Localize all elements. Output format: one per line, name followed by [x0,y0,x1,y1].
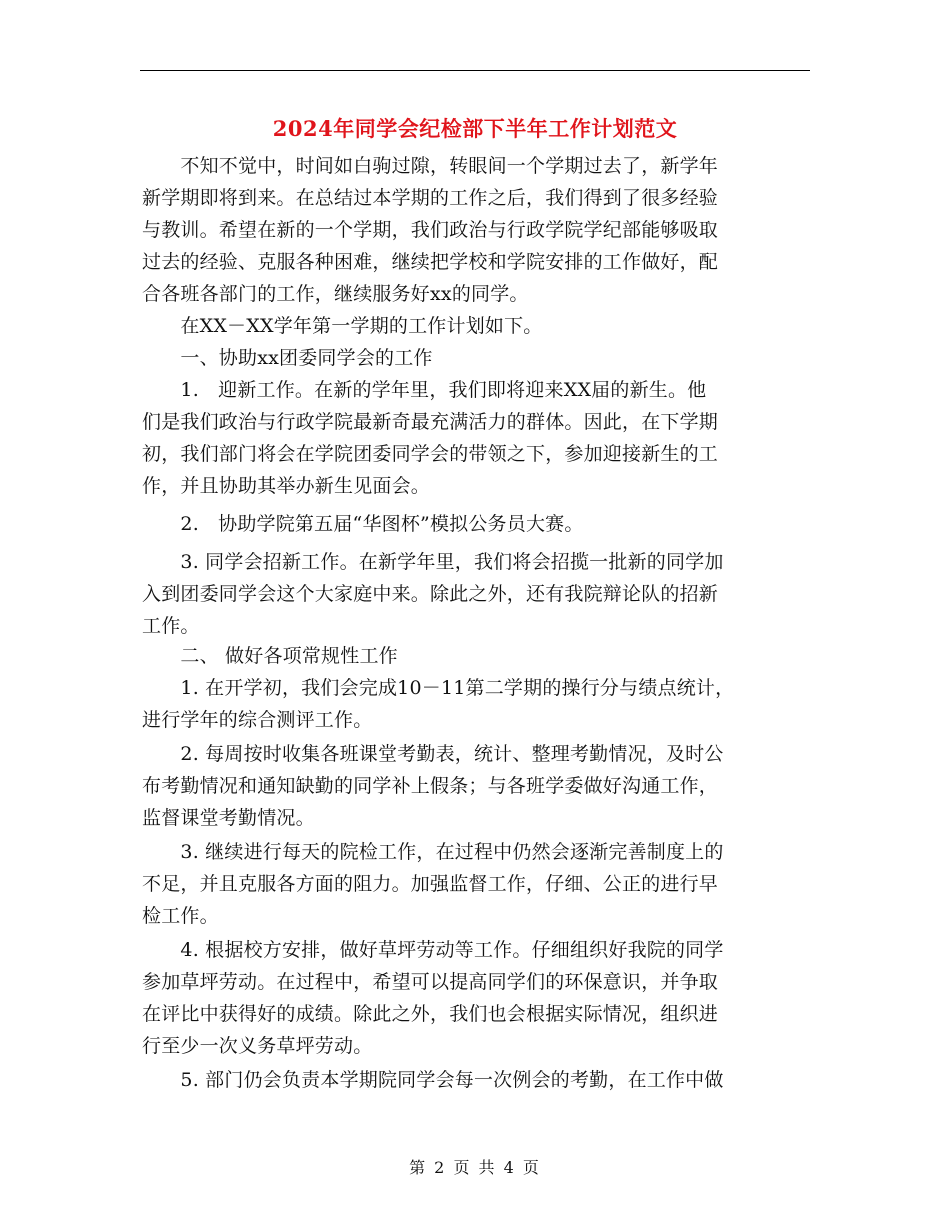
body-line: 不知不觉中，时间如白驹过隙，转眼间一个学期过去了，新学年 [142,155,719,177]
body-line: 与教训。希望在新的一个学期，我们政治与行政学院学纪部能够吸取 [142,219,719,241]
body-line: 入到团委同学会这个大家庭中来。除此之外，还有我院辩论队的招新 [142,583,719,605]
body-line: 3. 继续进行每天的院检工作，在过程中仍然会逐渐完善制度上的 [142,841,724,863]
body-line: 1. 在开学初，我们会完成10－11第二学期的操行分与绩点统计， [142,677,735,699]
body-line: 行至少一次义务草坪劳动。 [142,1035,373,1057]
body-line: 1. 迎新工作。在新的学年里，我们即将迎来XX届的新生。他 [142,379,707,401]
section-heading: 一、协助xx团委同学会的工作 [142,347,433,369]
body-line: 在评比中获得好的成绩。除此之外，我们也会根据实际情况，组织进 [142,1003,719,1025]
body-line: 参加草坪劳动。在过程中，希望可以提高同学们的环保意识，并争取 [142,971,719,993]
body-line: 2. 协助学院第五届“华图杯”模拟公务员大赛。 [142,513,584,535]
page-number: 第 2 页 共 4 页 [409,1158,541,1177]
document-title: 2024年同学会纪检部下半年工作计划范文 [272,116,678,141]
body-line: 们是我们政治与行政学院最新奇最充满活力的群体。因此，在下学期 [142,411,719,433]
body-line: 监督课堂考勤情况。 [142,807,315,829]
body-line: 布考勤情况和通知缺勤的同学补上假条；与各班学委做好沟通工作， [142,775,719,797]
body-line: 不足，并且克服各方面的阻力。加强监督工作，仔细、公正的进行早 [142,873,719,895]
body-line: 检工作。 [142,905,219,927]
body-line: 进行学年的综合测评工作。 [142,709,373,731]
body-line: 新学期即将到来。在总结过本学期的工作之后，我们得到了很多经验 [142,187,719,209]
body-line: 在XX－XX学年第一学期的工作计划如下。 [142,315,543,337]
body-line: 2. 每周按时收集各班课堂考勤表，统计、整理考勤情况，及时公 [142,743,724,765]
body-line: 合各班各部门的工作，继续服务好xx的同学。 [142,283,529,305]
body-line: 工作。 [142,615,200,637]
header-rule [140,70,810,71]
body-line: 过去的经验、克服各种困难，继续把学校和学院安排的工作做好，配 [142,251,719,273]
body-line: 5. 部门仍会负责本学期院同学会每一次例会的考勤，在工作中做 [142,1069,724,1091]
body-line: 3. 同学会招新工作。在新学年里，我们将会招揽一批新的同学加 [142,551,724,573]
body-line: 作，并且协助其举办新生见面会。 [142,475,431,497]
body-line: 4. 根据校方安排，做好草坪劳动等工作。仔细组织好我院的同学 [142,939,724,961]
body-line: 初，我们部门将会在学院团委同学会的带领之下，参加迎接新生的工 [142,443,719,465]
section-heading: 二、 做好各项常规性工作 [142,645,398,667]
